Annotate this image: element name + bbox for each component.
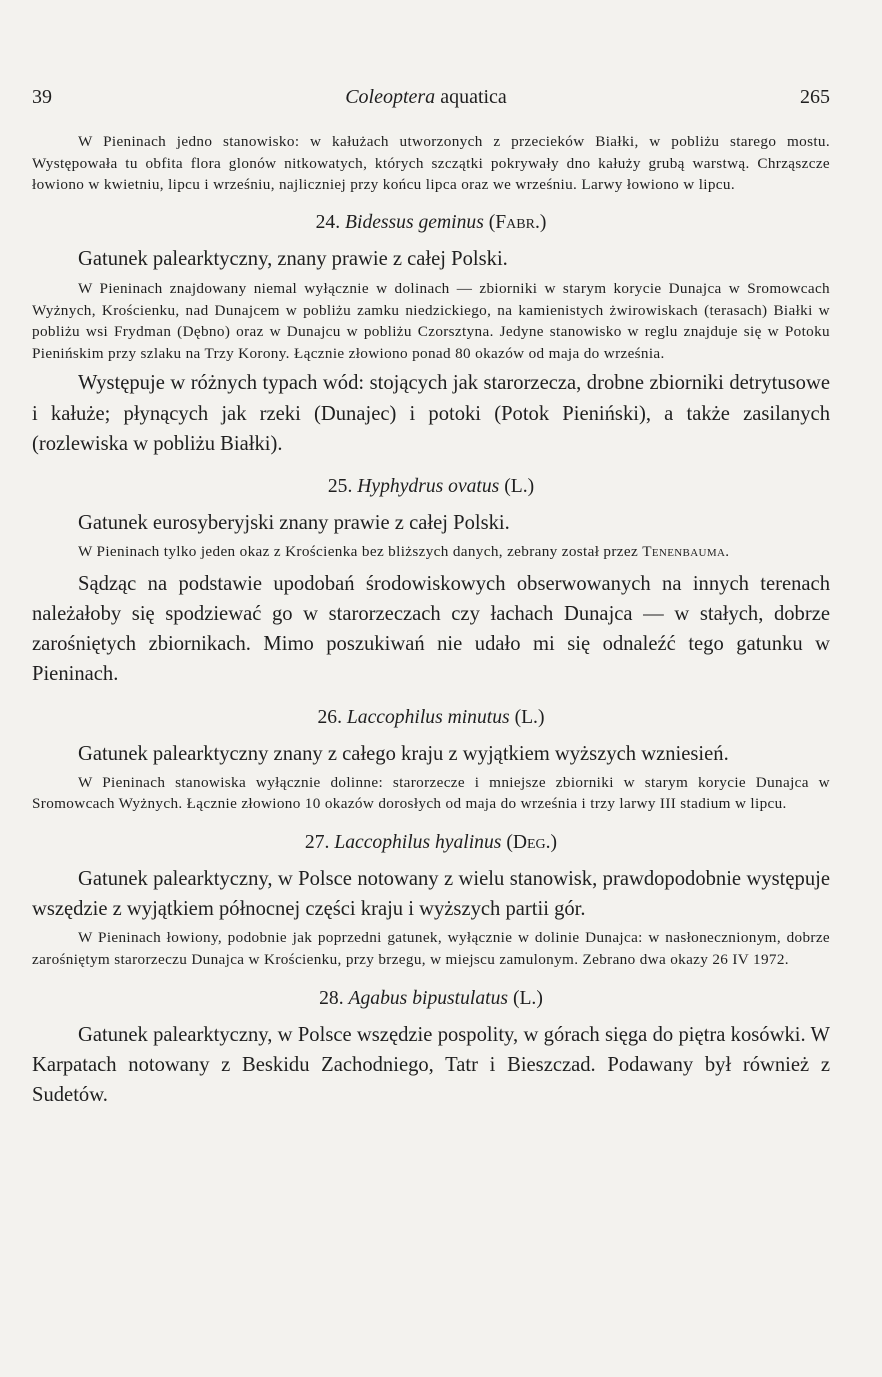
species-range: Gatunek palearktyczny, w Polsce notowany z wielu stanowisk, prawdopodobnie występuje wszędzie z wyjątkiem północnej części kraju i wyższych partii gór.	[32, 867, 830, 921]
species-number: 25.	[327, 475, 353, 497]
species-number: 28.	[319, 987, 344, 1009]
locality-end: .	[725, 543, 730, 561]
locality-text: W Pieninach tylko jeden okaz z Krościenka bez bliższych danych, zebrany został przez	[78, 543, 639, 561]
species-name: Bidessus geminus	[345, 211, 484, 233]
page-number-left: 39	[32, 86, 52, 108]
species-author: (L.)	[512, 987, 543, 1009]
species-name: Laccophilus hyalinus	[334, 831, 502, 853]
running-title-subtitle: aquatica	[440, 86, 507, 108]
species-author: (Deg.)	[506, 831, 558, 853]
species-ecology: Występuje w różnych typach wód: stojących jak starorzecza, drobne zbiorniki detrytusowe i kałuże; płynących jak rzeki (Dunajec) i potoki (Potok Pieniński), a także zasilanych (rozlewiska w pobliżu Białki).	[32, 372, 830, 455]
species-heading	[32, 832, 830, 854]
species-number: 26.	[317, 706, 342, 728]
intro-paragraph: W Pieninach jedno stanowisko: w kałużach utworzonych z przecieków Białki, w pobliżu starego mostu. Występowała tu obfita flora glonów nitkowatych, których szczątki pokrywały dno kałuży grubą warstwą. Chrząszcze łowiono w kwietniu, lipcu i wrześniu, najliczniej przy końcu lipca oraz we wrześniu. Larwy łowiono w lipcu.	[32, 133, 830, 194]
species-range: Gatunek eurosyberyjski znany prawie z całej Polski.	[78, 511, 510, 534]
species-heading	[32, 212, 830, 234]
species-name: Hyphydrus ovatus	[357, 475, 500, 497]
species-locality: W Pieninach stanowiska wyłącznie dolinne: starorzecze i mniejsze zbiorniki w starym korycie Dunajca w Sromowcach Wyżnych. Łącznie złowiono 10 okazów dorosłych od maja do września i trzy larwy III stadium w lipcu.	[32, 773, 830, 813]
species-range: Gatunek palearktyczny znany z całego kraju z wyjątkiem wyższych wzniesień.	[78, 742, 729, 765]
species-heading	[32, 988, 830, 1010]
species-range: Gatunek palearktyczny, znany prawie z całej Polski.	[78, 247, 508, 270]
species-locality: W Pieninach łowiony, podobnie jak poprzedni gatunek, wyłącznie w dolinie Dunajca: w nasłonecznionym, dobrze zarośniętym starorzeczu Dunajca w Krościenku, przy brzegu, w miejscu zamulonym. Zebrano dwa okazy 26 IV 1972.	[32, 929, 830, 968]
species-author: (Fabr.)	[488, 211, 547, 233]
collector-name: Tenenbauma	[642, 543, 726, 561]
species-author: (L.)	[504, 475, 535, 497]
species-locality	[32, 541, 830, 563]
species-ecology: Sądząc na podstawie upodobań środowiskowych obserwowanych na innych terenach należałoby się spodziewać go w starorzeczach czy łachach Dunajca — w stałych, dobrze zarośniętych zbiornikach. Mimo poszukiwań nie udało mi się odnaleźć tego gatunku w Pieninach.	[32, 572, 830, 686]
running-title-genus: Coleoptera	[345, 86, 436, 108]
species-range: Gatunek palearktyczny, w Polsce wszędzie pospolity, w górach sięga do piętra kosówki. W Karpatach notowany z Beskidu Zachodniego, Tatr i Bieszczad. Podawany był również z Sudetów.	[32, 1023, 830, 1106]
species-number: 24.	[315, 211, 341, 233]
species-heading	[32, 476, 830, 498]
page-number-right: 265	[800, 86, 830, 108]
running-header	[32, 86, 830, 109]
species-name: Agabus bipustulatus	[348, 987, 509, 1009]
running-title	[345, 86, 507, 109]
species-heading	[32, 707, 830, 729]
species-author: (L.)	[514, 706, 545, 728]
species-locality: W Pieninach znajdowany niemal wyłącznie w dolinach — zbiorniki w starym korycie Dunajca w Sromowcach Wyżnych, Krościenku, nad Dunajcem w pobliżu zamku niedzickiego, na kamienistych żwirowiskach (terasach) Białki w pobliżu wsi Frydman (Dębno) oraz w Dunajcu w pobliżu Czorsztyna. Jedyne stanowisko w reglu znajduje się w Potoku Pienińskim przy szlaku na Trzy Korony. Łącznie złowiono ponad 80 okazów od maja do września.	[32, 279, 830, 362]
species-number: 27.	[304, 831, 330, 853]
species-name: Laccophilus minutus	[346, 706, 510, 728]
